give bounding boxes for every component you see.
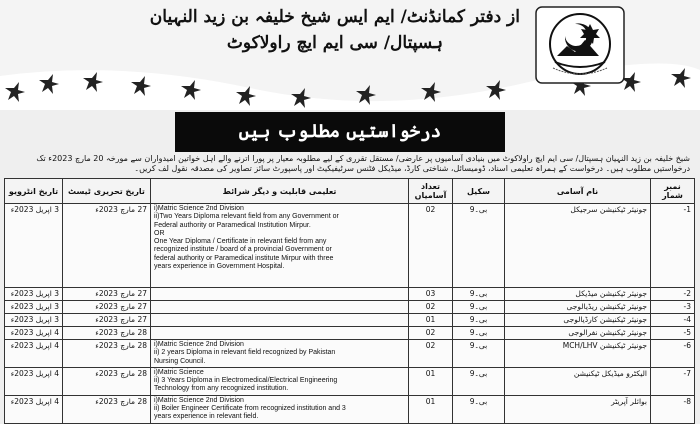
- qualification: [151, 367, 409, 395]
- interview-date: 4 اپریل 2023ء: [5, 340, 63, 368]
- header-interview: تاریخ انٹرویو: [5, 179, 63, 204]
- interview-date: 3 اپریل 2023ء: [5, 301, 63, 314]
- table-header-row: [5, 179, 695, 204]
- post-count: 01: [409, 395, 453, 423]
- government-emblem-logo: [535, 6, 625, 84]
- post-name: جونیئر ٹیکنیشن نفرالوجی: [505, 327, 651, 340]
- table-row: [5, 367, 695, 395]
- interview-date: 4 اپریل 2023ء: [5, 327, 63, 340]
- office-title: [150, 4, 520, 56]
- qualification: [151, 395, 409, 423]
- table-row: [5, 204, 695, 288]
- post-count: 03: [409, 288, 453, 301]
- table-row: [5, 288, 695, 301]
- interview-date: 3 اپریل 2023ء: [5, 204, 63, 288]
- office-title-line2: ہسپتال/ سی ایم ایچ راولاکوٹ: [226, 33, 443, 53]
- post-name: جونیئر ٹیکنیشن سرجیکل: [505, 204, 651, 288]
- qualification-line: i)Matric Science: [154, 368, 204, 376]
- post-name: جونیئر ٹیکنیشن میڈیکل: [505, 288, 651, 301]
- test-date: 28 مارچ 2023ء: [63, 395, 151, 423]
- applications-wanted-banner: درخواستیں مطلوب ہیں: [175, 112, 505, 152]
- intro-line1: شیخ خلیفہ بن زید النہیان ہسپتال/ سی ایم ایچ راولاکوٹ میں بنیادی آسامیوں پر عارضی/ مستقل تقرری کے لیے مطلوبہ معیار پر پورا اترنے والے اہل خواتین امیدواران سے مورخہ 20 مارچ 2023ء تک: [36, 154, 690, 163]
- serial-number: 7-: [651, 367, 695, 395]
- qualification: [151, 327, 409, 340]
- interview-date: 4 اپریل 2023ء: [5, 367, 63, 395]
- qualification: [151, 288, 409, 301]
- qualification-line: recognized institute / board of a provincial Government or: [154, 246, 332, 254]
- test-date: 28 مارچ 2023ء: [63, 327, 151, 340]
- qualification: [151, 314, 409, 327]
- serial-number: 1-: [651, 204, 695, 288]
- serial-number: 3-: [651, 301, 695, 314]
- header-name: نام آسامی: [505, 179, 651, 204]
- interview-date: 3 اپریل 2023ء: [5, 314, 63, 327]
- pay-scale: بی۔9: [453, 340, 505, 368]
- qualification: [151, 340, 409, 368]
- test-date: 27 مارچ 2023ء: [63, 288, 151, 301]
- pay-scale: بی۔9: [453, 327, 505, 340]
- post-count: 01: [409, 314, 453, 327]
- qualification-line: years experience in Government Hospital.: [154, 263, 285, 271]
- qualification-line: ii)Two Years Diploma relevant field from any Government or: [154, 213, 339, 221]
- qualification-line: ii) 2 years Diploma in relevant field recognized by Pakistan: [154, 349, 336, 357]
- post-count: 02: [409, 204, 453, 288]
- table-row: [5, 327, 695, 340]
- table-row: [5, 340, 695, 368]
- header-qualification: تعلیمی قابلیت و دیگر شرائط: [151, 179, 409, 204]
- test-date: 28 مارچ 2023ء: [63, 340, 151, 368]
- qualification-line: Federal authority or Paramedical Institution Mirpur.: [154, 221, 311, 229]
- serial-number: 6-: [651, 340, 695, 368]
- table-row: [5, 314, 695, 327]
- pay-scale: بی۔9: [453, 204, 505, 288]
- office-title-line1: از دفتر کمانڈنٹ/ ایم ایس شیخ خلیفہ بن زید النہیان: [149, 7, 520, 27]
- qualification-line: One Year Diploma / Certificate in relevant field from any: [154, 238, 327, 246]
- pay-scale: بی۔9: [453, 395, 505, 423]
- qualification-line: Nursing Council.: [154, 357, 206, 365]
- post-count: 02: [409, 340, 453, 368]
- test-date: 27 مارچ 2023ء: [63, 301, 151, 314]
- interview-date: 4 اپریل 2023ء: [5, 395, 63, 423]
- header-serial: نمبر شمار: [651, 179, 695, 204]
- header: [0, 0, 700, 105]
- qualification-line: i)Matric Science 2nd Division: [154, 341, 244, 348]
- intro-line2: درخواستیں مطلوب ہیں۔ درخواست کے ہمراہ تعلیمی اسناد، ڈومیسائل، شناختی کارڈ، میڈیکل فٹنس سرٹیفیکیٹ اور پاسپورٹ سائز تصاویر کی مصدقہ نقول لف کریں۔: [134, 164, 690, 173]
- serial-number: 2-: [651, 288, 695, 301]
- qualification-line: Technology from any recognized institution.: [154, 385, 289, 393]
- header-test: تاریخ تحریری ٹیسٹ: [63, 179, 151, 204]
- serial-number: 5-: [651, 327, 695, 340]
- intro-text: [8, 154, 690, 174]
- table-row: [5, 395, 695, 423]
- post-name: جونیئر ٹیکنیشن MCH/LHV: [505, 340, 651, 368]
- post-count: 02: [409, 301, 453, 314]
- pay-scale: بی۔9: [453, 314, 505, 327]
- interview-date: 3 اپریل 2023ء: [5, 288, 63, 301]
- qualification: [151, 301, 409, 314]
- serial-number: 4-: [651, 314, 695, 327]
- post-name: الیکٹرو میڈیکل ٹیکنیشن: [505, 367, 651, 395]
- post-name: جونیئر ٹیکنیشن ریڈیالوجی: [505, 301, 651, 314]
- pay-scale: بی۔9: [453, 288, 505, 301]
- header-count: تعداد آسامیاں: [409, 179, 453, 204]
- qualification-line: ii) Boiler Engineer Certificate from recognized institution and 3: [154, 405, 346, 413]
- pay-scale: بی۔9: [453, 301, 505, 314]
- qualification: [151, 204, 409, 288]
- test-date: 27 مارچ 2023ء: [63, 204, 151, 288]
- qualification-line: ii) 3 Years Diploma in Electromedical/Electrical Engineering: [154, 377, 338, 385]
- qualification-line: years experience in relevant field.: [154, 413, 259, 421]
- post-name: جونیئر ٹیکنیشن کارڈیالوجی: [505, 314, 651, 327]
- qualification-line: i)Matric Science 2nd Division: [154, 205, 244, 212]
- qualification-line: OR: [154, 229, 165, 237]
- posts-table: [4, 178, 695, 424]
- table-row: [5, 301, 695, 314]
- header-scale: سکیل: [453, 179, 505, 204]
- post-name: بوائلر آپریٹر: [505, 395, 651, 423]
- test-date: 27 مارچ 2023ء: [63, 314, 151, 327]
- qualification-line: federal authority or Paramedical institute Mirpur with three: [154, 254, 334, 262]
- pay-scale: بی۔9: [453, 367, 505, 395]
- qualification-line: i)Matric Science 2nd Division: [154, 396, 244, 404]
- post-count: 01: [409, 367, 453, 395]
- test-date: 28 مارچ 2023ء: [63, 367, 151, 395]
- serial-number: 8-: [651, 395, 695, 423]
- post-count: 02: [409, 327, 453, 340]
